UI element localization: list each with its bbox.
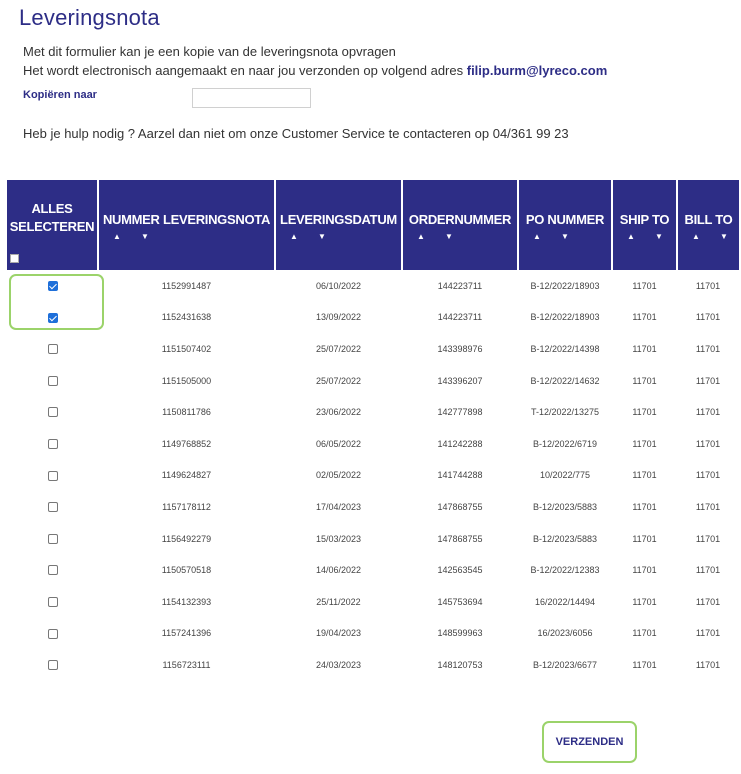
row-checkbox[interactable] — [48, 502, 58, 512]
table-row — [7, 302, 739, 334]
cell-date: 25/07/2022 — [315, 343, 362, 354]
table-row — [7, 270, 739, 302]
cell-ship: 11701 — [632, 659, 657, 670]
cell-po: T-12/2022/13275 — [530, 407, 600, 418]
cell-po: B-12/2022/18903 — [530, 280, 600, 291]
cell-order: 148120753 — [437, 659, 483, 670]
header-bill-label: BILL TO — [684, 212, 733, 227]
cell-number: 1151505000 — [161, 375, 212, 386]
select-all-checkbox[interactable] — [10, 254, 19, 263]
cell-po: B-12/2022/18903 — [530, 312, 600, 323]
table-row — [7, 460, 739, 492]
cell-date: 24/03/2023 — [315, 659, 362, 670]
cell-ship: 11701 — [632, 470, 657, 481]
row-select-cell — [7, 302, 98, 334]
delivery-notes-table — [7, 180, 739, 681]
cell-bill: 11701 — [695, 470, 721, 481]
row-select-cell — [7, 649, 98, 681]
sort-asc-icon[interactable]: ▲ — [627, 232, 635, 241]
row-select-cell — [7, 270, 98, 302]
row-select-cell — [7, 554, 98, 586]
cell-order: 141744288 — [437, 470, 483, 481]
cell-bill: 11701 — [695, 659, 721, 670]
cell-order: 144223711 — [437, 280, 483, 291]
header-ship — [612, 180, 677, 270]
cell-bill: 11701 — [695, 375, 721, 386]
table-row — [7, 491, 739, 523]
header-bill — [677, 180, 739, 270]
row-select-cell — [7, 333, 98, 365]
cell-number: 1157178112 — [162, 501, 211, 512]
cell-number: 1150811786 — [162, 407, 211, 418]
cell-order: 147868755 — [437, 501, 483, 512]
table-row — [7, 649, 739, 681]
cell-ship: 11701 — [632, 438, 657, 449]
cell-date: 23/06/2022 — [315, 407, 362, 418]
cell-bill: 11701 — [695, 438, 721, 449]
cell-po: B-12/2022/14398 — [530, 343, 600, 354]
row-checkbox[interactable] — [48, 660, 58, 670]
copy-to-row — [23, 88, 323, 112]
cell-ship: 11701 — [632, 375, 657, 386]
table-header-row — [7, 180, 739, 270]
cell-number: 1152431638 — [161, 312, 212, 323]
row-select-cell — [7, 396, 98, 428]
cell-po: 16/2022/14494 — [534, 596, 596, 607]
header-date — [275, 180, 402, 270]
cell-number: 1150570518 — [161, 565, 212, 576]
cell-po: B-12/2023/5883 — [532, 501, 598, 512]
row-checkbox[interactable] — [48, 344, 58, 354]
row-checkbox[interactable] — [48, 565, 58, 575]
row-select-cell — [7, 365, 98, 397]
row-select-cell — [7, 618, 98, 650]
row-checkbox[interactable] — [48, 534, 58, 544]
row-checkbox[interactable] — [48, 471, 58, 481]
cell-po: B-12/2023/5883 — [532, 533, 598, 544]
row-checkbox[interactable] — [48, 313, 58, 323]
cell-po: B-12/2023/6677 — [532, 659, 598, 670]
row-select-cell — [7, 491, 98, 523]
row-checkbox[interactable] — [48, 629, 58, 639]
cell-order: 148599963 — [437, 628, 483, 639]
sort-asc-icon[interactable]: ▲ — [290, 232, 298, 241]
cell-bill: 11701 — [695, 533, 721, 544]
sort-desc-icon[interactable]: ▼ — [141, 232, 149, 241]
sort-desc-icon[interactable]: ▼ — [445, 232, 453, 241]
intro-text — [23, 42, 607, 80]
copy-to-label: Kopiëren naar — [23, 89, 97, 101]
header-ship-label: SHIP TO — [619, 212, 670, 227]
table-row — [7, 554, 739, 586]
cell-number: 1157241396 — [161, 628, 212, 639]
cell-date: 15/03/2023 — [315, 533, 362, 544]
header-order-label: ORDERNUMMER — [408, 212, 512, 227]
cell-ship: 11701 — [632, 501, 657, 512]
table-row — [7, 333, 739, 365]
cell-bill: 11701 — [695, 407, 721, 418]
cell-bill: 11701 — [695, 343, 721, 354]
cell-order: 141242288 — [437, 438, 483, 449]
sort-asc-icon[interactable]: ▲ — [533, 232, 541, 241]
row-checkbox[interactable] — [48, 439, 58, 449]
header-po — [518, 180, 612, 270]
cell-number: 1152991487 — [161, 280, 212, 291]
cell-date: 14/06/2022 — [315, 565, 362, 576]
row-select-cell — [7, 523, 98, 555]
cell-ship: 11701 — [632, 596, 657, 607]
table-row — [7, 523, 739, 555]
cell-number: 1156723111 — [162, 659, 211, 670]
cell-po: B-12/2022/12383 — [530, 565, 600, 576]
cell-po: B-12/2022/14632 — [530, 375, 600, 386]
row-checkbox[interactable] — [48, 376, 58, 386]
cell-number: 1149768852 — [161, 438, 212, 449]
header-po-label: PO NUMMER — [525, 212, 605, 227]
table-row — [7, 365, 739, 397]
sort-asc-icon[interactable]: ▲ — [113, 232, 121, 241]
page-title: Leveringsnota — [19, 5, 160, 30]
header-date-label: LEVERINGSDATUM — [280, 212, 397, 227]
intro-line-2 — [23, 61, 607, 80]
row-checkbox[interactable] — [48, 597, 58, 607]
cell-bill: 11701 — [695, 280, 721, 291]
cell-bill: 11701 — [695, 501, 721, 512]
cell-po: 16/2023/6056 — [537, 628, 593, 639]
table-row — [7, 396, 739, 428]
cell-date: 06/10/2022 — [315, 280, 362, 291]
header-number-label: NUMMER LEVERINGSNOTA — [102, 212, 271, 227]
cell-bill: 11701 — [695, 628, 721, 639]
cell-date: 13/09/2022 — [315, 312, 362, 323]
cell-date: 17/04/2023 — [315, 501, 362, 512]
cell-number: 1156492279 — [161, 533, 212, 544]
cell-po: 10/2022/775 — [539, 470, 591, 481]
cell-order: 143396207 — [437, 375, 483, 386]
cell-ship: 11701 — [632, 343, 657, 354]
cell-number: 1151507402 — [161, 343, 212, 354]
copy-to-input[interactable] — [192, 88, 311, 108]
header-select-all-label: ALLES SELECTEREN — [9, 201, 95, 234]
row-checkbox[interactable] — [48, 407, 58, 417]
cell-bill: 11701 — [695, 565, 721, 576]
cell-ship: 11701 — [632, 533, 657, 544]
cell-order: 142777898 — [437, 407, 483, 418]
help-text: Heb je hulp nodig ? Aarzel dan niet om onze Customer Service te contacteren op 04/361 99 23 — [23, 126, 569, 141]
table-row — [7, 618, 739, 650]
header-select-all — [7, 180, 98, 270]
cell-date: 25/07/2022 — [315, 375, 362, 386]
cell-ship: 11701 — [632, 565, 657, 576]
cell-po: B-12/2022/6719 — [532, 438, 598, 449]
cell-ship: 11701 — [632, 407, 657, 418]
cell-number: 1149624827 — [161, 470, 212, 481]
cell-bill: 11701 — [695, 312, 721, 323]
sort-asc-icon[interactable]: ▲ — [692, 232, 700, 241]
cell-date: 19/04/2023 — [315, 628, 362, 639]
sort-asc-icon[interactable]: ▲ — [417, 232, 425, 241]
sort-desc-icon[interactable]: ▼ — [561, 232, 569, 241]
intro-line-1: Met dit formulier kan je een kopie van de leveringsnota opvragen — [23, 44, 396, 59]
table-row — [7, 586, 739, 618]
sort-desc-icon[interactable]: ▼ — [655, 232, 663, 241]
send-button[interactable]: VERZENDEN — [542, 721, 637, 763]
row-select-cell — [7, 460, 98, 492]
cell-date: 02/05/2022 — [315, 470, 362, 481]
cell-date: 25/11/2022 — [316, 596, 361, 607]
row-select-cell — [7, 428, 98, 460]
cell-number: 1154132393 — [161, 596, 212, 607]
sort-desc-icon[interactable]: ▼ — [720, 232, 728, 241]
cell-ship: 11701 — [632, 312, 657, 323]
cell-ship: 11701 — [632, 280, 657, 291]
cell-ship: 11701 — [632, 628, 657, 639]
intro-line-2-text: Het wordt electronisch aangemaakt en naar jou verzonden op volgend adres — [23, 63, 467, 78]
cell-order: 145753694 — [437, 596, 483, 607]
sort-desc-icon[interactable]: ▼ — [318, 232, 326, 241]
cell-bill: 11701 — [695, 596, 721, 607]
row-select-cell — [7, 586, 98, 618]
email-address: filip.burm@lyreco.com — [466, 63, 608, 78]
table-row — [7, 428, 739, 460]
header-number — [98, 180, 275, 270]
cell-order: 143398976 — [437, 343, 483, 354]
cell-order: 142563545 — [437, 565, 483, 576]
cell-date: 06/05/2022 — [315, 438, 362, 449]
cell-order: 147868755 — [437, 533, 483, 544]
header-order — [402, 180, 518, 270]
cell-order: 144223711 — [437, 312, 483, 323]
row-checkbox[interactable] — [48, 281, 58, 291]
